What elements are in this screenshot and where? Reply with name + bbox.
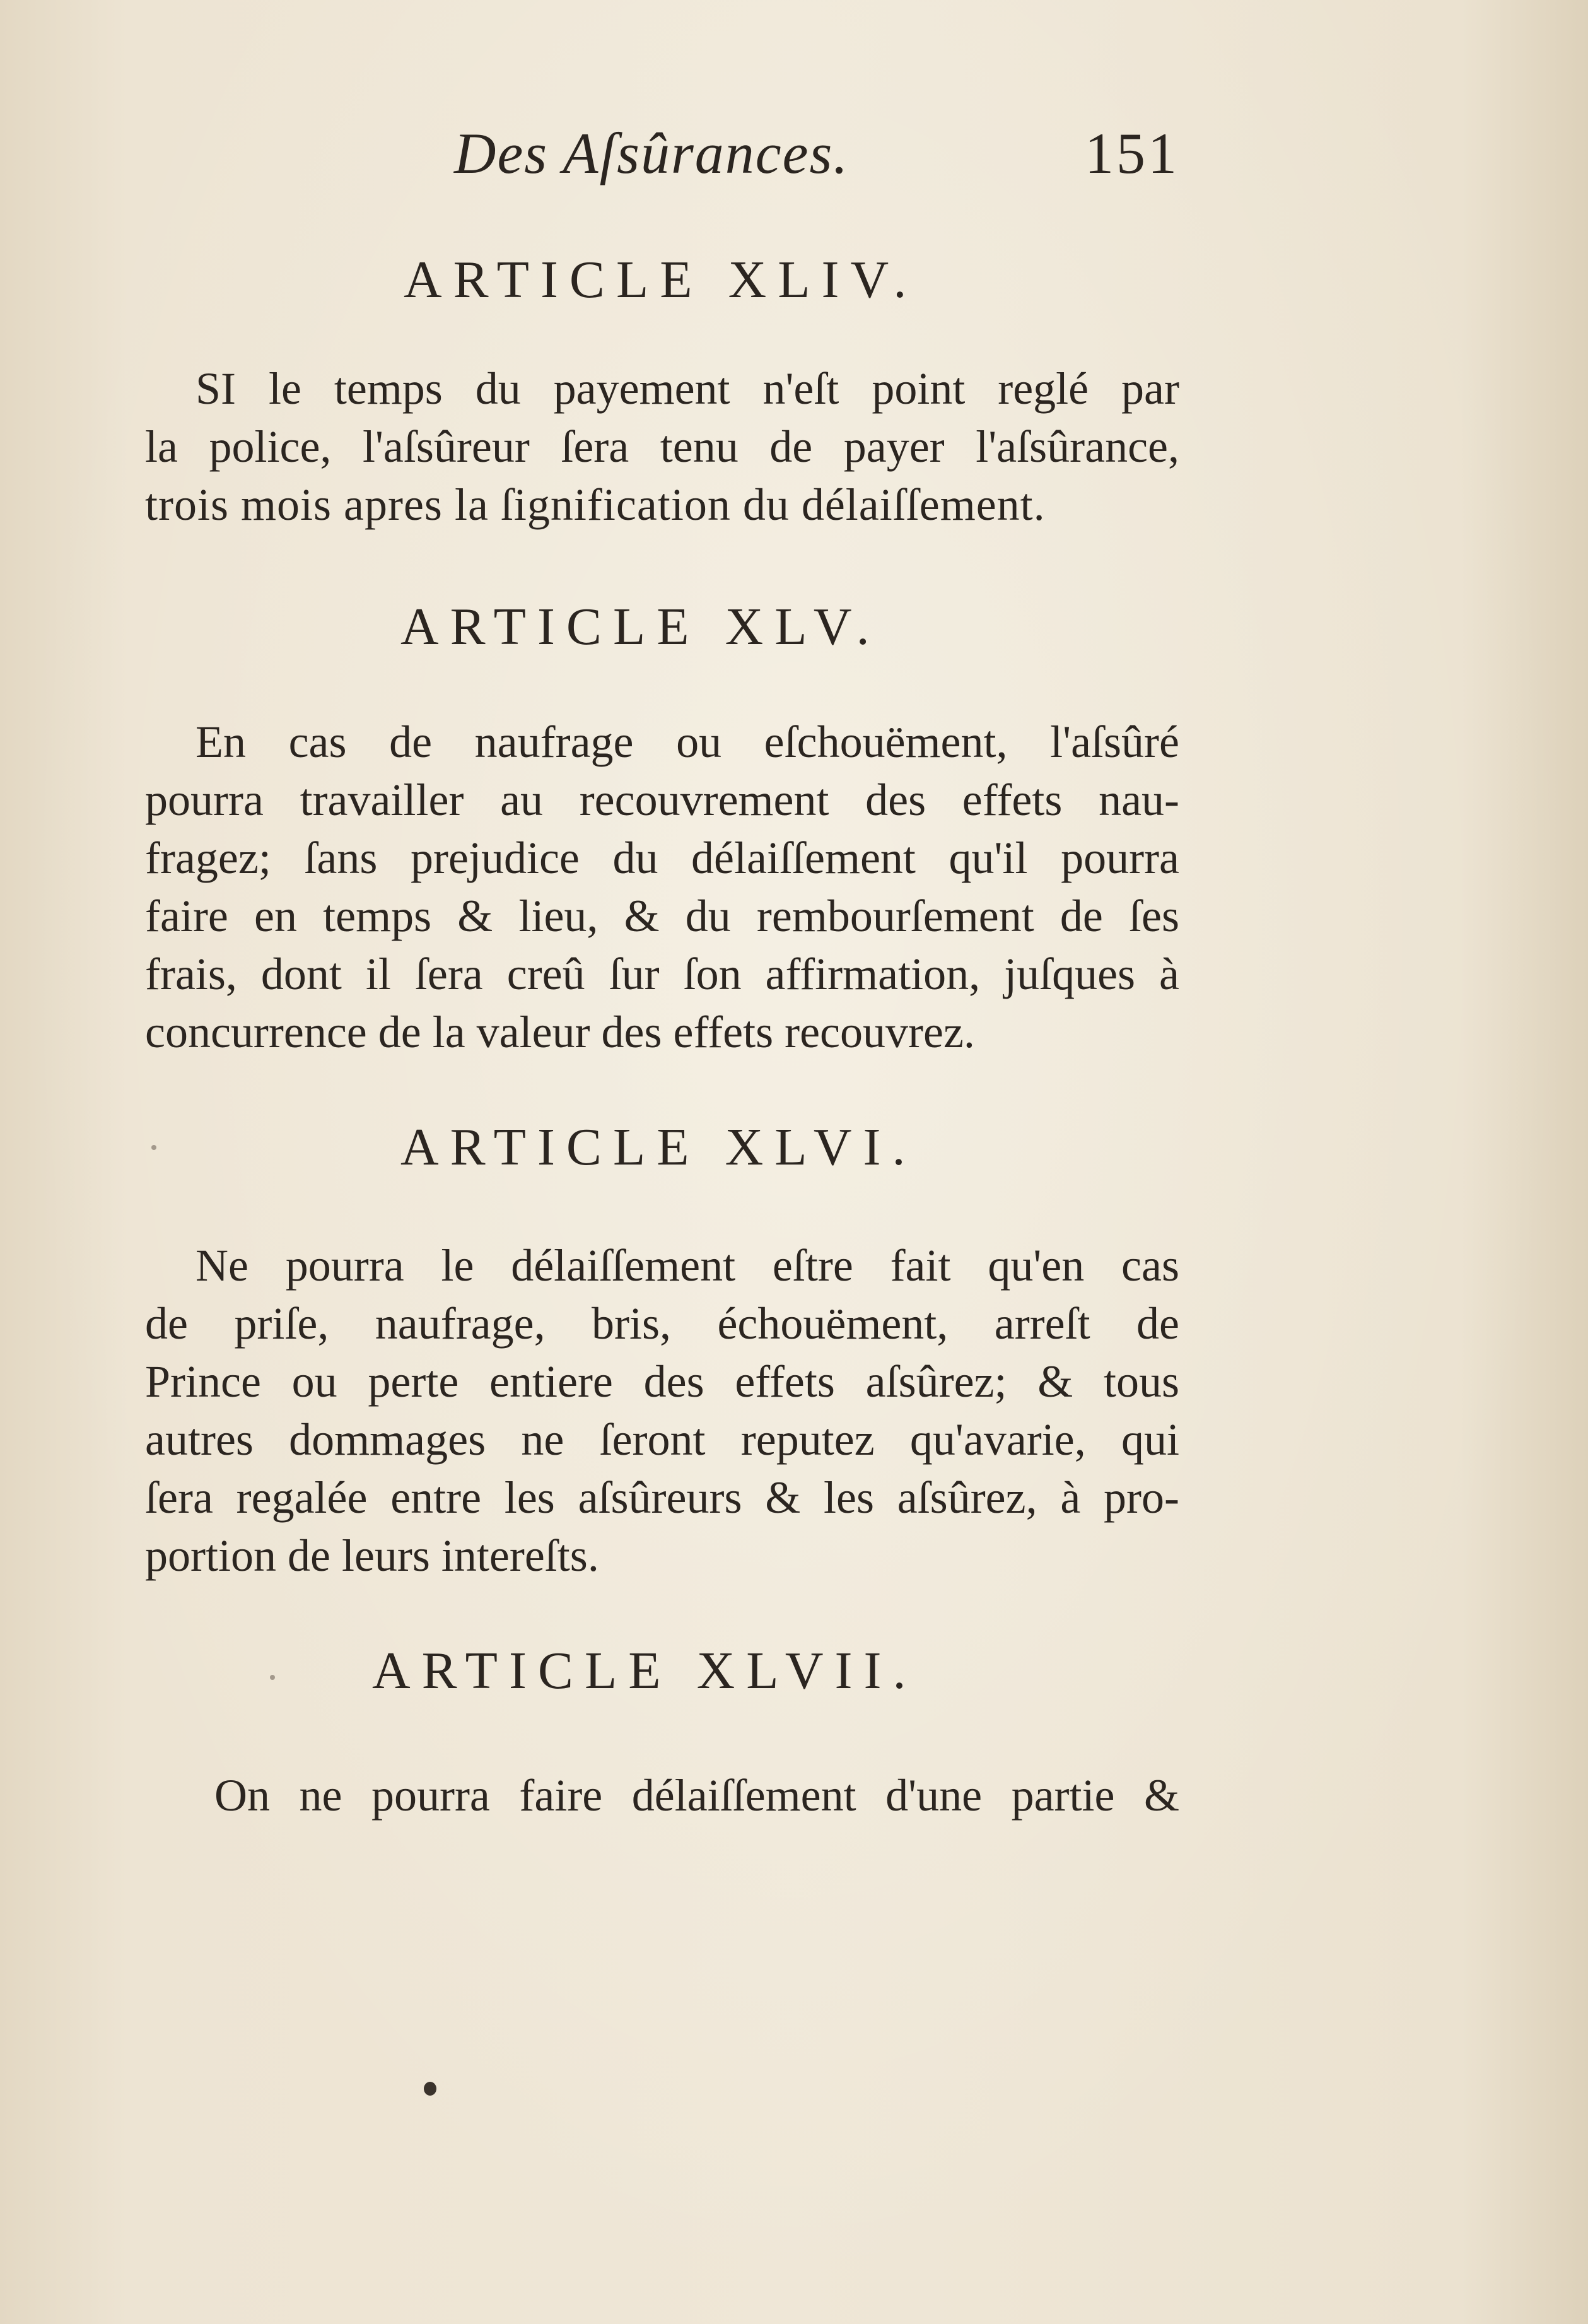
text-line: frais, dont il ſera creû ſur ſon affirmation, juſques à bbox=[145, 949, 1179, 999]
text-line: autres dommages ne ſeront reputez qu'avarie, qui bbox=[145, 1414, 1179, 1465]
text-line: pourra travailler au recouvrement des effets nau- bbox=[145, 775, 1179, 825]
text-line: SI le temps du payement n'eſt point reglé par bbox=[196, 363, 1179, 414]
article-body-xlv bbox=[145, 713, 1179, 1061]
text-line: concurrence de la valeur des effets recouvrez. bbox=[145, 1007, 975, 1057]
article-body-xlvii bbox=[214, 1766, 1179, 1824]
text-line: Prince ou perte entiere des effets aſsûrez; & tous bbox=[145, 1356, 1179, 1407]
text-line: faire en temps & lieu, & du rembourſement de ſes bbox=[145, 891, 1179, 941]
article-body-xliv bbox=[145, 360, 1179, 534]
text-line: En cas de naufrage ou eſchouëment, l'aſsûré bbox=[196, 717, 1179, 767]
text-line: fragez; ſans prejudice du délaiſſement qu'il pourra bbox=[145, 833, 1179, 883]
text-line: On ne pourra faire délaiſſement d'une partie & bbox=[214, 1770, 1179, 1821]
article-heading-xlvii: ARTICLE XLVII. bbox=[372, 1641, 918, 1700]
page-number: 151 bbox=[1085, 121, 1179, 185]
article-heading-xlvi: ARTICLE XLVI. bbox=[400, 1118, 917, 1177]
article-heading-xliv: ARTICLE XLIV. bbox=[404, 250, 918, 309]
text-line: portion de leurs intereſts. bbox=[145, 1530, 599, 1581]
article-body-xlvi bbox=[145, 1236, 1179, 1585]
ink-spot bbox=[424, 2082, 436, 2096]
text-line: de priſe, naufrage, bris, échouëment, arreſt de bbox=[145, 1298, 1179, 1349]
ink-speck bbox=[270, 1675, 275, 1680]
text-line: Ne pourra le délaiſſement eſtre fait qu'en cas bbox=[196, 1240, 1179, 1291]
text-line: trois mois apres la ſignification du délaiſſement. bbox=[145, 479, 1046, 530]
ink-speck bbox=[151, 1145, 156, 1150]
article-heading-xlv: ARTICLE XLV. bbox=[400, 597, 881, 656]
running-head: Des Aſsûrances. bbox=[454, 121, 849, 185]
text-line: ſera regalée entre les aſsûreurs & les aſsûrez, à pro- bbox=[145, 1472, 1179, 1523]
text-line: la police, l'aſsûreur ſera tenu de payer l'aſsûrance, bbox=[145, 421, 1179, 472]
